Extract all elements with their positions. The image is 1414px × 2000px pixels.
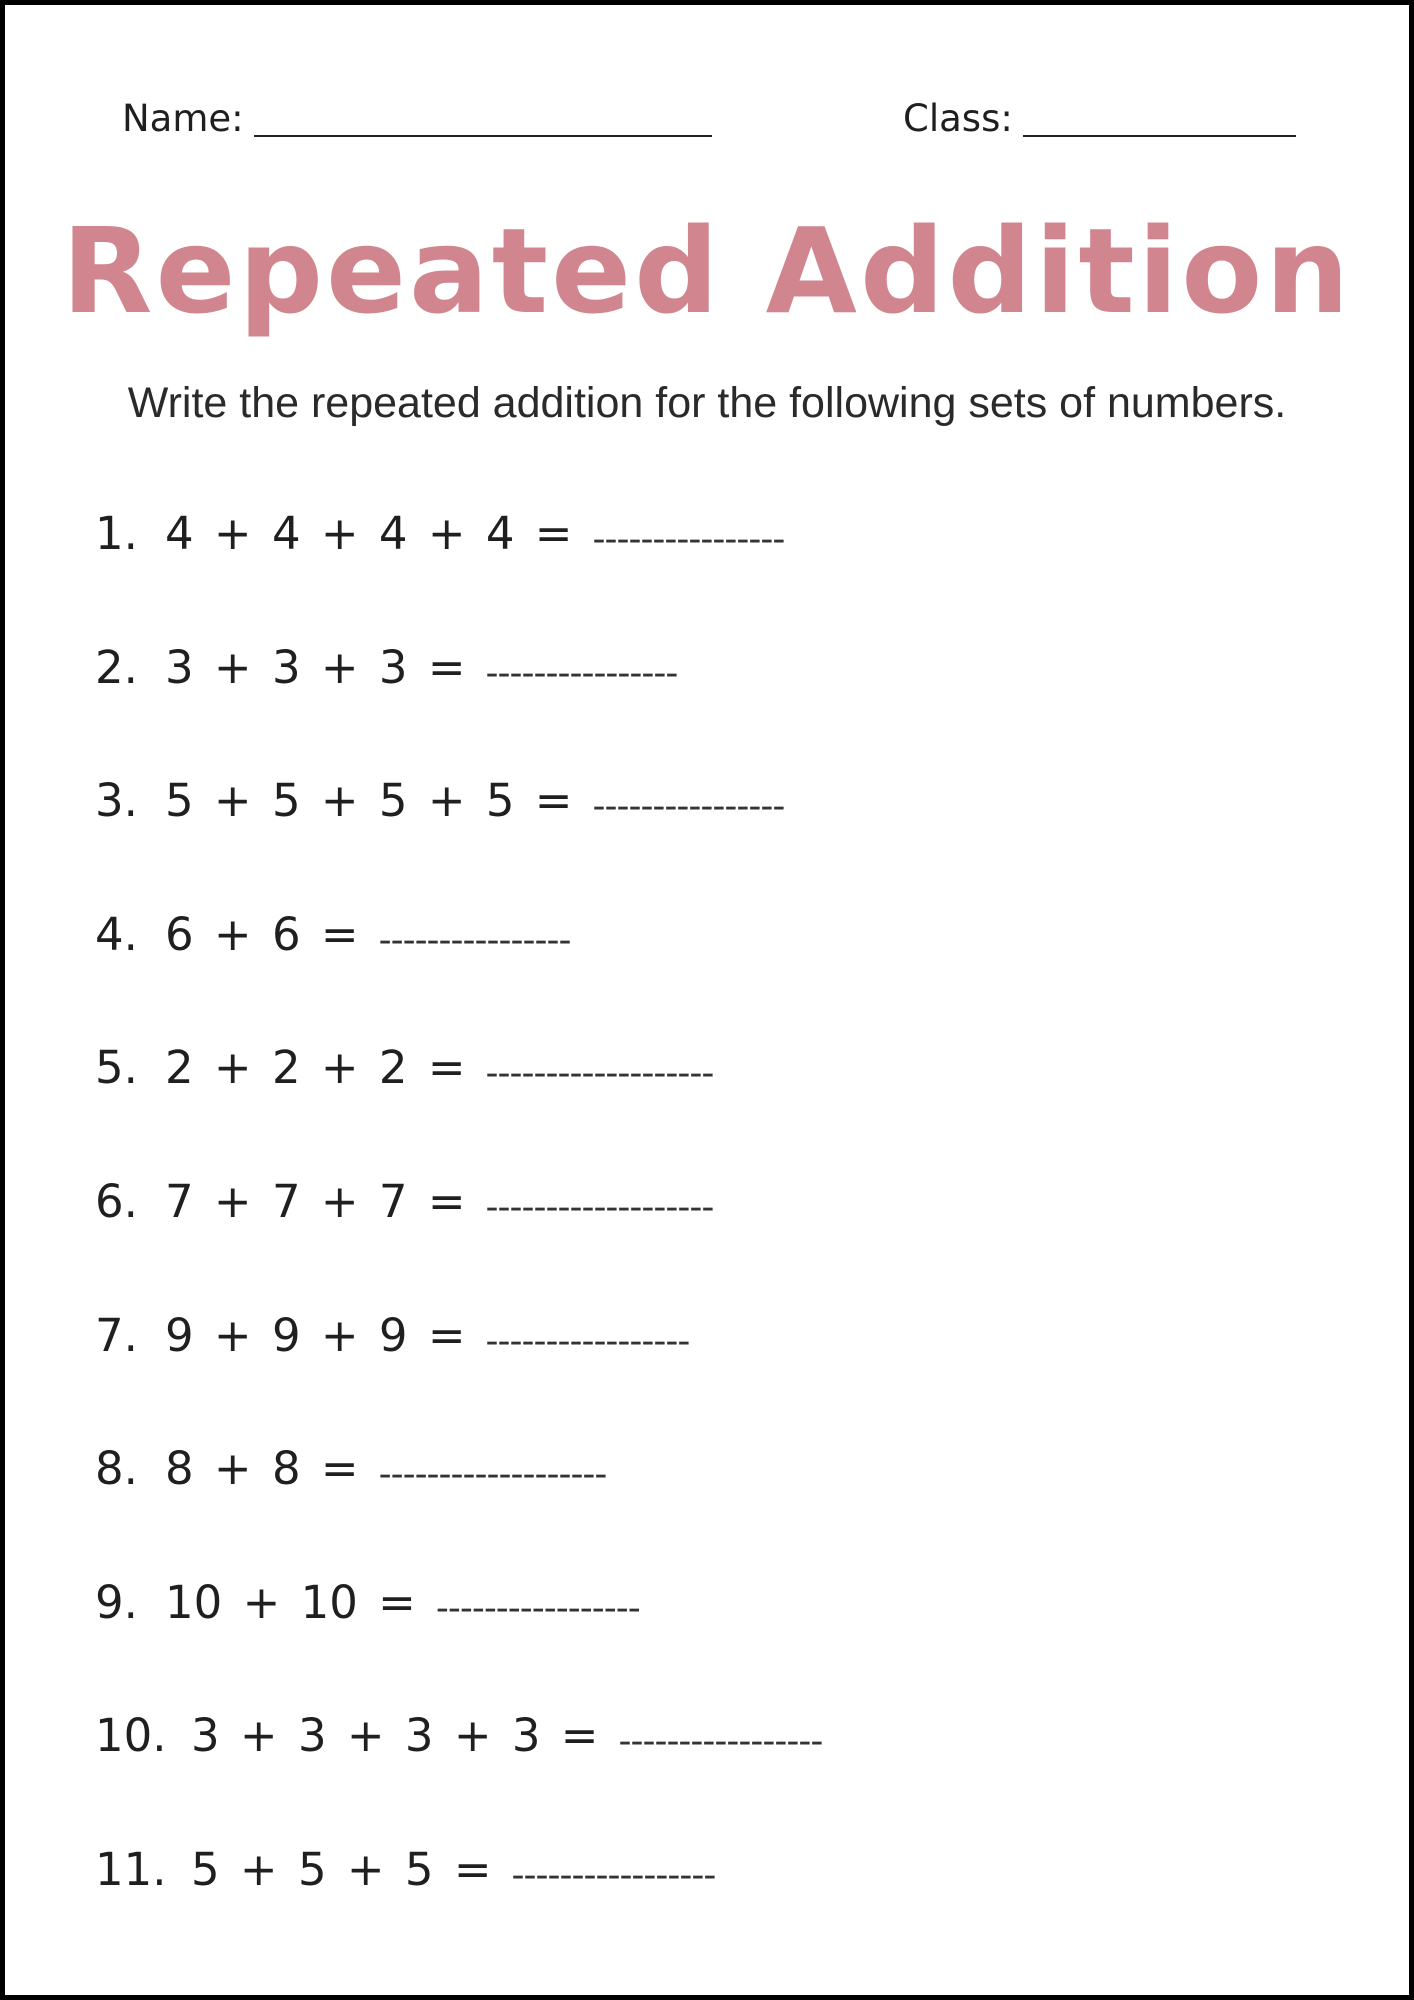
- problem-item: [95, 501, 1409, 635]
- problem-item: [95, 1837, 1409, 1971]
- answer-blank[interactable]: -----------------: [435, 1587, 640, 1629]
- problem-number: 6.: [95, 1174, 138, 1228]
- problem-expression: 10 + 10 =: [165, 1575, 416, 1629]
- class-blank-line[interactable]: [1023, 134, 1296, 137]
- problem-expression: 8 + 8 =: [165, 1442, 359, 1496]
- problem-number: 7.: [95, 1308, 138, 1362]
- problem-number: 1.: [95, 507, 138, 560]
- problem-number: 9.: [95, 1575, 138, 1629]
- name-blank-line[interactable]: [254, 134, 712, 137]
- problem-expression: 5 + 5 + 5 =: [191, 1842, 492, 1896]
- answer-blank[interactable]: ----------------: [378, 919, 571, 961]
- answer-blank[interactable]: -------------------: [485, 1053, 714, 1095]
- problem-item: [95, 1303, 1409, 1437]
- problem-expression: 3 + 3 + 3 + 3 =: [191, 1709, 599, 1763]
- answer-blank[interactable]: ----------------: [592, 786, 785, 828]
- answer-blank[interactable]: -------------------: [378, 1454, 607, 1496]
- problem-number: 5.: [95, 1041, 138, 1095]
- problem-expression: 4 + 4 + 4 + 4 =: [165, 507, 573, 560]
- answer-blank[interactable]: ----------------: [485, 652, 678, 694]
- class-label: Class:: [903, 97, 1013, 140]
- problem-number: 3.: [95, 774, 138, 828]
- problem-expression: 9 + 9 + 9 =: [165, 1308, 466, 1362]
- problem-item: [95, 1035, 1409, 1169]
- name-label: Name:: [122, 97, 244, 140]
- problem-expression: 3 + 3 + 3 =: [165, 640, 466, 694]
- problem-list: [95, 501, 1409, 1971]
- answer-blank[interactable]: -----------------: [618, 1721, 823, 1763]
- header-row: [5, 97, 1409, 147]
- answer-blank[interactable]: ----------------: [592, 519, 785, 560]
- problem-number: 11.: [95, 1842, 167, 1896]
- problem-number: 10.: [95, 1709, 167, 1763]
- problem-number: 8.: [95, 1442, 138, 1496]
- instructions: Write the repeated addition for the following sets of numbers.: [127, 379, 1287, 427]
- problem-item: [95, 902, 1409, 1036]
- answer-blank[interactable]: -------------------: [485, 1186, 714, 1228]
- problem-item: [95, 635, 1409, 769]
- answer-blank[interactable]: -----------------: [485, 1320, 690, 1362]
- problem-expression: 6 + 6 =: [165, 907, 359, 961]
- problem-item: [95, 1169, 1409, 1303]
- problem-item: [95, 1436, 1409, 1570]
- problem-number: 4.: [95, 907, 138, 961]
- page-title: Repeated Addition: [61, 202, 1353, 340]
- problem-item: [95, 1703, 1409, 1837]
- problem-expression: 7 + 7 + 7 =: [165, 1174, 466, 1228]
- answer-blank[interactable]: -----------------: [511, 1854, 716, 1896]
- problem-number: 2.: [95, 640, 138, 694]
- name-field: [122, 97, 712, 141]
- problem-expression: 2 + 2 + 2 =: [165, 1041, 466, 1095]
- class-field: [903, 97, 1296, 141]
- problem-item: [95, 1570, 1409, 1704]
- problem-expression: 5 + 5 + 5 + 5 =: [165, 774, 573, 828]
- problem-item: [95, 768, 1409, 902]
